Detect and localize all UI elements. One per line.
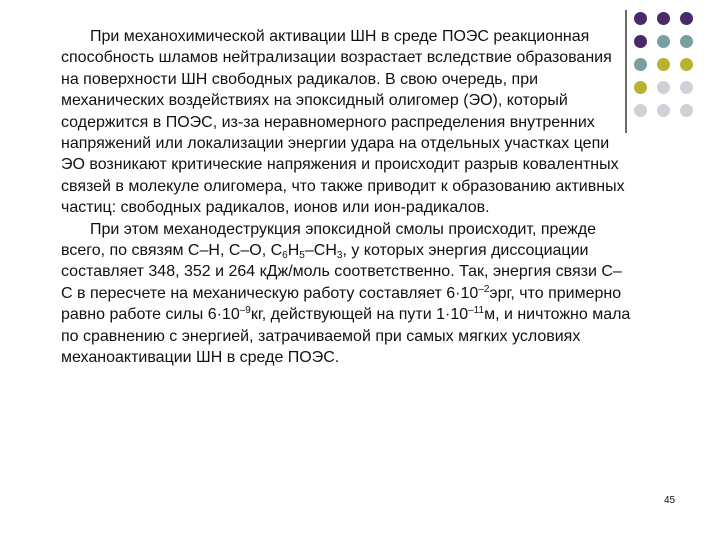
decorative-dot — [657, 104, 670, 117]
text-run: При этом механодеструкция эпоксидной смолы происходит, прежде всего, по связям С–Н, С–О, С — [61, 220, 597, 260]
slide-body — [61, 26, 631, 369]
text-run: , у которых энергия диссоциации составляет 348, 352 и 264 кДж/моль соответственно. Так, энергия связи С–С в пересчете на механическую работу составляет 6·10 — [61, 242, 622, 302]
exponent: –2 — [478, 283, 490, 295]
decorative-dot — [680, 81, 693, 94]
decorative-dot — [634, 35, 647, 48]
subscript: 5 — [299, 250, 305, 262]
paragraph-mechanodestruction — [61, 219, 631, 369]
decorative-dot — [657, 81, 670, 94]
decorative-dot — [634, 58, 647, 71]
decorative-dot — [657, 12, 670, 25]
decorative-dot — [657, 35, 670, 48]
text-run: м, и ничтожно мала по сравнению с энергией, затрачиваемой при самых мягких условиях механоактивации ШН в среде ПОЭС. — [61, 306, 631, 367]
decorative-dot — [634, 104, 647, 117]
decorative-dot — [680, 12, 693, 25]
page-number: 45 — [664, 495, 676, 506]
text-run: эрг, что примерно равно работе силы 6·10 — [61, 284, 622, 324]
decorative-dot — [680, 35, 693, 48]
exponent: –11 — [468, 305, 485, 317]
decorative-dot-grid — [634, 12, 714, 122]
decorative-dot — [680, 104, 693, 117]
subscript: 6 — [282, 250, 288, 262]
exponent: –9 — [239, 305, 251, 317]
text-run: –СН — [304, 242, 337, 260]
text-run: кг, действующей на пути 1·10 — [250, 306, 469, 324]
decorative-dot — [680, 58, 693, 71]
decorative-dot — [634, 81, 647, 94]
paragraph-activation: При механохимической активации ШН в среде ПОЭС реакционная способность шламов нейтрализации возрастает вследствие образования на поверхности ШН свободных радикалов. В свою очередь, при механических воздействиях на эпоксидный олигомер (ЭО), который содержится в ПОЭС, из-за неравномерного распределения внутренних напряжений или локализации энергии удара на отдельных участках цепи ЭО возникают критические напряжения и происходит разрыв ковалентных связей в молекуле олигомера, что также приводит к образованию активных частиц: свободных радикалов, ионов или ион-радикалов. — [61, 28, 625, 217]
text-run: Н — [287, 242, 300, 260]
subscript: 3 — [336, 250, 343, 262]
decorative-dot — [657, 58, 670, 71]
decorative-dot — [634, 12, 647, 25]
